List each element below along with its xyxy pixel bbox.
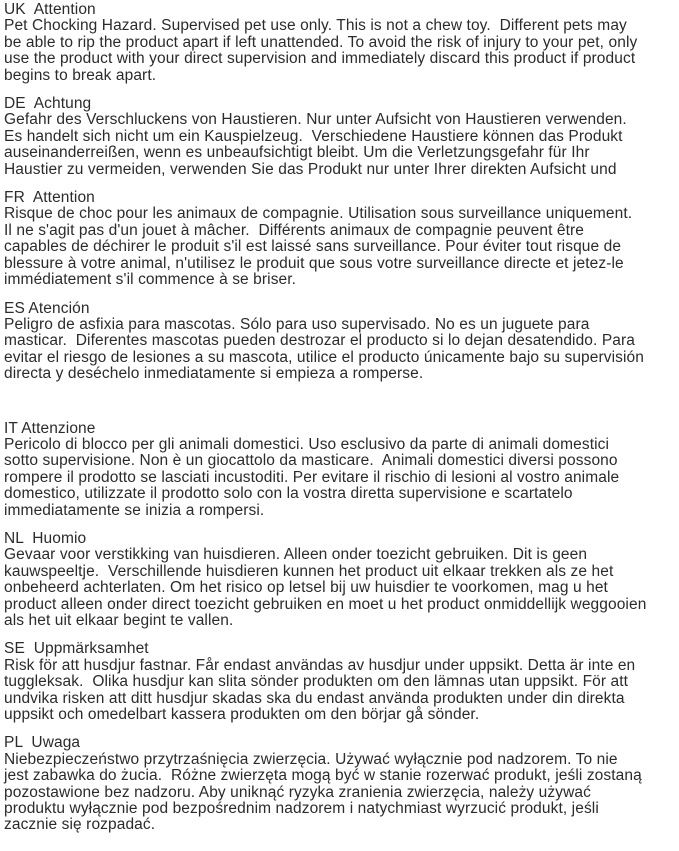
- warning-line: Risk för att husdjur fastnar. Får endast användas av husdjur under uppsikt. Detta är inte en: [4, 656, 636, 674]
- warning-line: Es handelt sich nicht um ein Kauspielzeug. Verschiedene Haustiere können das Produkt: [4, 127, 623, 145]
- warning-line: use the product with your direct supervision and immediately discard this product if product: [4, 50, 636, 68]
- warning-heading-de: DE Achtung: [4, 95, 92, 113]
- warning-line: auseinanderreißen, wenn es unbeaufsichtigt bleibt. Um die Verletzungsgefahr für Ihr: [4, 144, 590, 162]
- warning-line: begins to break apart.: [4, 66, 157, 84]
- warning-line: immédiatement s'il commence à se briser.: [4, 271, 297, 289]
- warning-line: blessure à votre animal, n'utilisez le produit que sous votre surveillance directe et jetez-le: [4, 254, 624, 272]
- warning-line: evitar el riesgo de lesiones a su mascota, utilice el producto únicamente bajo su supervisión: [4, 348, 644, 366]
- warning-line: Risque de choc pour les animaux de compagnie. Utilisation sous surveillance uniquement.: [4, 205, 633, 223]
- warning-line: product alleen onder direct toezicht gebruiken en moet u het product onmiddellijk weggooien: [4, 595, 647, 613]
- warning-line: tuggleksak. Olika husdjur kan slita sönder produkten om den lämnas utan uppsikt. För att: [4, 673, 629, 691]
- warning-section-it: [4, 421, 673, 519]
- warning-line: onbeheerd achterlaten. Om het risico op letsel bij uw huisdier te voorkomen, mag u het: [4, 579, 608, 597]
- warning-section-de: [4, 96, 673, 178]
- warning-section-fr: [4, 190, 673, 288]
- warning-line: produktu wyłącznie pod bezpośrednim nadzorem i natychmiast wyrzucić produkt, jeśli: [4, 800, 599, 818]
- warning-heading-nl: NL Huomio: [4, 529, 87, 547]
- warning-line: Il ne s'agit pas d'un jouet à mâcher. Différents animaux de compagnie peuvent être: [4, 221, 585, 239]
- warning-line: Niebezpieczeństwo przytrzaśnięcia zwierzęcia. Używać wyłącznie pod nadzorem. To nie: [4, 750, 618, 768]
- warning-heading-fr: FR Attention: [4, 189, 95, 207]
- warning-heading-uk: UK Attention: [4, 1, 96, 18]
- warning-line: capables de déchirer le produit s'il est laissé sans surveillance. Pour éviter tout risque de: [4, 238, 622, 256]
- warning-section-nl: [4, 531, 673, 629]
- warning-line: Haustier zu vermeiden, verwenden Sie das Produkt nur unter Ihrer direkten Aufsicht und: [4, 160, 617, 178]
- warning-line: domestico, utilizzate il prodotto solo con la vostra diretta supervisione e scartatelo: [4, 485, 573, 503]
- warning-line: undvika risken att ditt husdjur skadas ska du endast använda produkten under din direkta: [4, 689, 625, 707]
- warning-line: masticar. Diferentes mascotas pueden destrozar el producto si lo dejan desatendido. Para: [4, 332, 635, 350]
- warning-heading-es: ES Atención: [4, 299, 90, 317]
- warning-line: sotto supervisione. Non è un giocattolo da masticare. Animali domestici diversi possono: [4, 452, 618, 470]
- warning-section-uk: [4, 2, 673, 84]
- warning-section-se: [4, 641, 673, 723]
- warning-line: immediatamente se inizia a rompersi.: [4, 501, 265, 519]
- warning-heading-se: SE Uppmärksamhet: [4, 640, 149, 658]
- warning-line: zacznie się rozpadać.: [4, 816, 156, 834]
- warning-line: Pet Chocking Hazard. Supervised pet use only. This is not a chew toy. Different pets may: [4, 17, 627, 35]
- warning-heading-pl: PL Uwaga: [4, 734, 81, 752]
- warning-line: directa y deséchelo inmediatamente si empieza a romperse.: [4, 365, 424, 383]
- warning-line: Gevaar voor verstikking van huisdieren. Alleen onder toezicht gebruiken. Dit is geen: [4, 546, 588, 564]
- warning-line: rompere il prodotto se lasciati incustoditi. Per evitare il rischio di lesioni al vostro animale: [4, 468, 620, 486]
- warning-line: jest zabawka do żucia. Różne zwierzęta mogą być w stanie rozerwać produkt, jeśli zostaną: [4, 767, 642, 785]
- warning-line: als het uit elkaar begint te vallen.: [4, 612, 234, 629]
- warning-section-es: [4, 301, 673, 383]
- warning-line: Pericolo di blocco per gli animali domestici. Uso esclusivo da parte di animali domestici: [4, 435, 610, 453]
- warning-line: kauwspeeltje. Verschillende huisdieren kunnen het product uit elkaar trekken als ze het: [4, 562, 614, 580]
- warning-section-pl: [4, 735, 673, 833]
- warning-line: Gefahr des Verschluckens von Haustieren. Nur unter Aufsicht von Haustieren verwenden.: [4, 111, 627, 129]
- warning-line: be able to rip the product apart if left unattended. To avoid the risk of injury to your pet, only: [4, 33, 638, 51]
- warning-line: uppsikt och omedelbart kassera produkten om den börjar gå sönder.: [4, 706, 480, 724]
- warning-line: Peligro de asfixia para mascotas. Sólo para uso supervisado. No es un juguete para: [4, 315, 590, 333]
- warning-line: pozostawione bez nadzoru. Aby uniknąć ryzyka zranienia zwierzęcia, należy używać: [4, 783, 591, 801]
- warning-heading-it: IT Attenzione: [4, 419, 96, 437]
